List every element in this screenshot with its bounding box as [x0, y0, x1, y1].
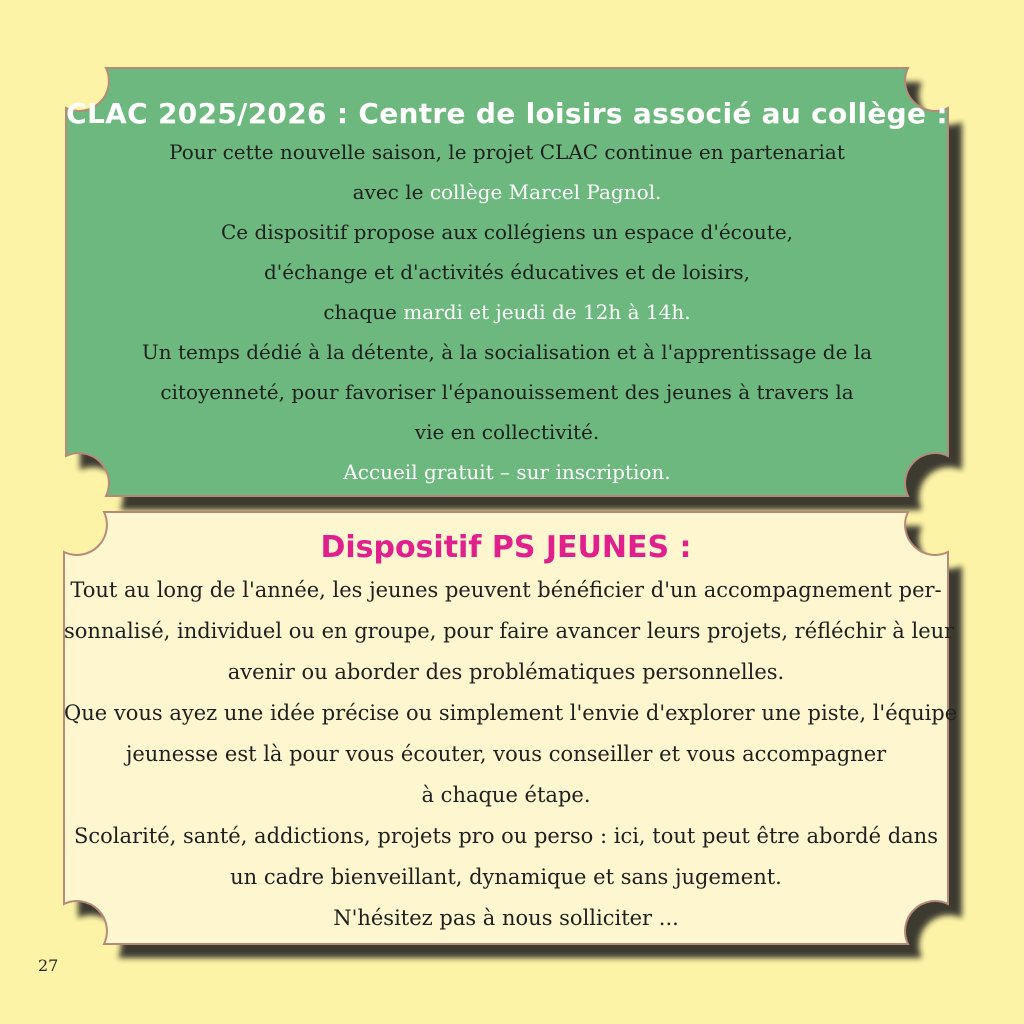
clac-line: Ce dispositif propose aux collégiens un espace d'écoute,	[220, 220, 794, 244]
clac-line: citoyenneté, pour favoriser l'épanouissement des jeunes à travers la	[160, 380, 854, 404]
ps-line: avenir ou aborder des problématiques personnelles.	[227, 660, 785, 684]
clac-line	[66, 172, 948, 212]
ps-title: Dispositif PS JEUNES :	[320, 530, 692, 565]
ps-line: Tout au long de l'année, les jeunes peuvent bénéficier d'un accompagnement per-	[70, 578, 942, 602]
ps-line: N'hésitez pas à nous solliciter ...	[333, 906, 679, 930]
ps-content	[64, 528, 958, 939]
clac-college-highlight: collège Marcel Pagnol.	[429, 180, 662, 204]
clac-line	[66, 292, 948, 332]
clac-line-text: chaque	[323, 300, 404, 324]
clac-title: CLAC 2025/2026 : Centre de loisirs associé au collège :	[66, 97, 948, 130]
clac-panel	[66, 68, 948, 496]
page-number: 27	[38, 956, 59, 975]
ps-line: un cadre bienveillant, dynamique et sans jugement.	[230, 865, 782, 889]
clac-line-text: avec le	[352, 180, 430, 204]
clac-content	[66, 96, 948, 492]
ps-line: Scolarité, santé, addictions, projets pro ou perso : ici, tout peut être abordé dans	[74, 824, 938, 848]
ps-jeunes-panel	[64, 512, 958, 944]
clac-line: Pour cette nouvelle saison, le projet CLAC continue en partenariat	[169, 140, 845, 164]
clac-line: vie en collectivité.	[414, 420, 600, 444]
ps-line: sonnalisé, individuel ou en groupe, pour faire avancer leurs projets, réfléchir à leur	[64, 619, 955, 643]
ps-line: Que vous ayez une idée précise ou simplement l'envie d'explorer une piste, l'équipe	[64, 701, 958, 725]
ps-line: à chaque étape.	[421, 783, 591, 807]
clac-line: Un temps dédié à la détente, à la socialisation et à l'apprentissage de la	[141, 340, 873, 364]
clac-schedule-highlight: mardi et jeudi de 12h à 14h.	[403, 300, 691, 324]
clac-line: d'échange et d'activités éducatives et de loisirs,	[263, 260, 751, 284]
ps-line: jeunesse est là pour vous écouter, vous conseiller et vous accompagner	[125, 742, 887, 766]
clac-access-note: Accueil gratuit – sur inscription.	[343, 460, 671, 484]
